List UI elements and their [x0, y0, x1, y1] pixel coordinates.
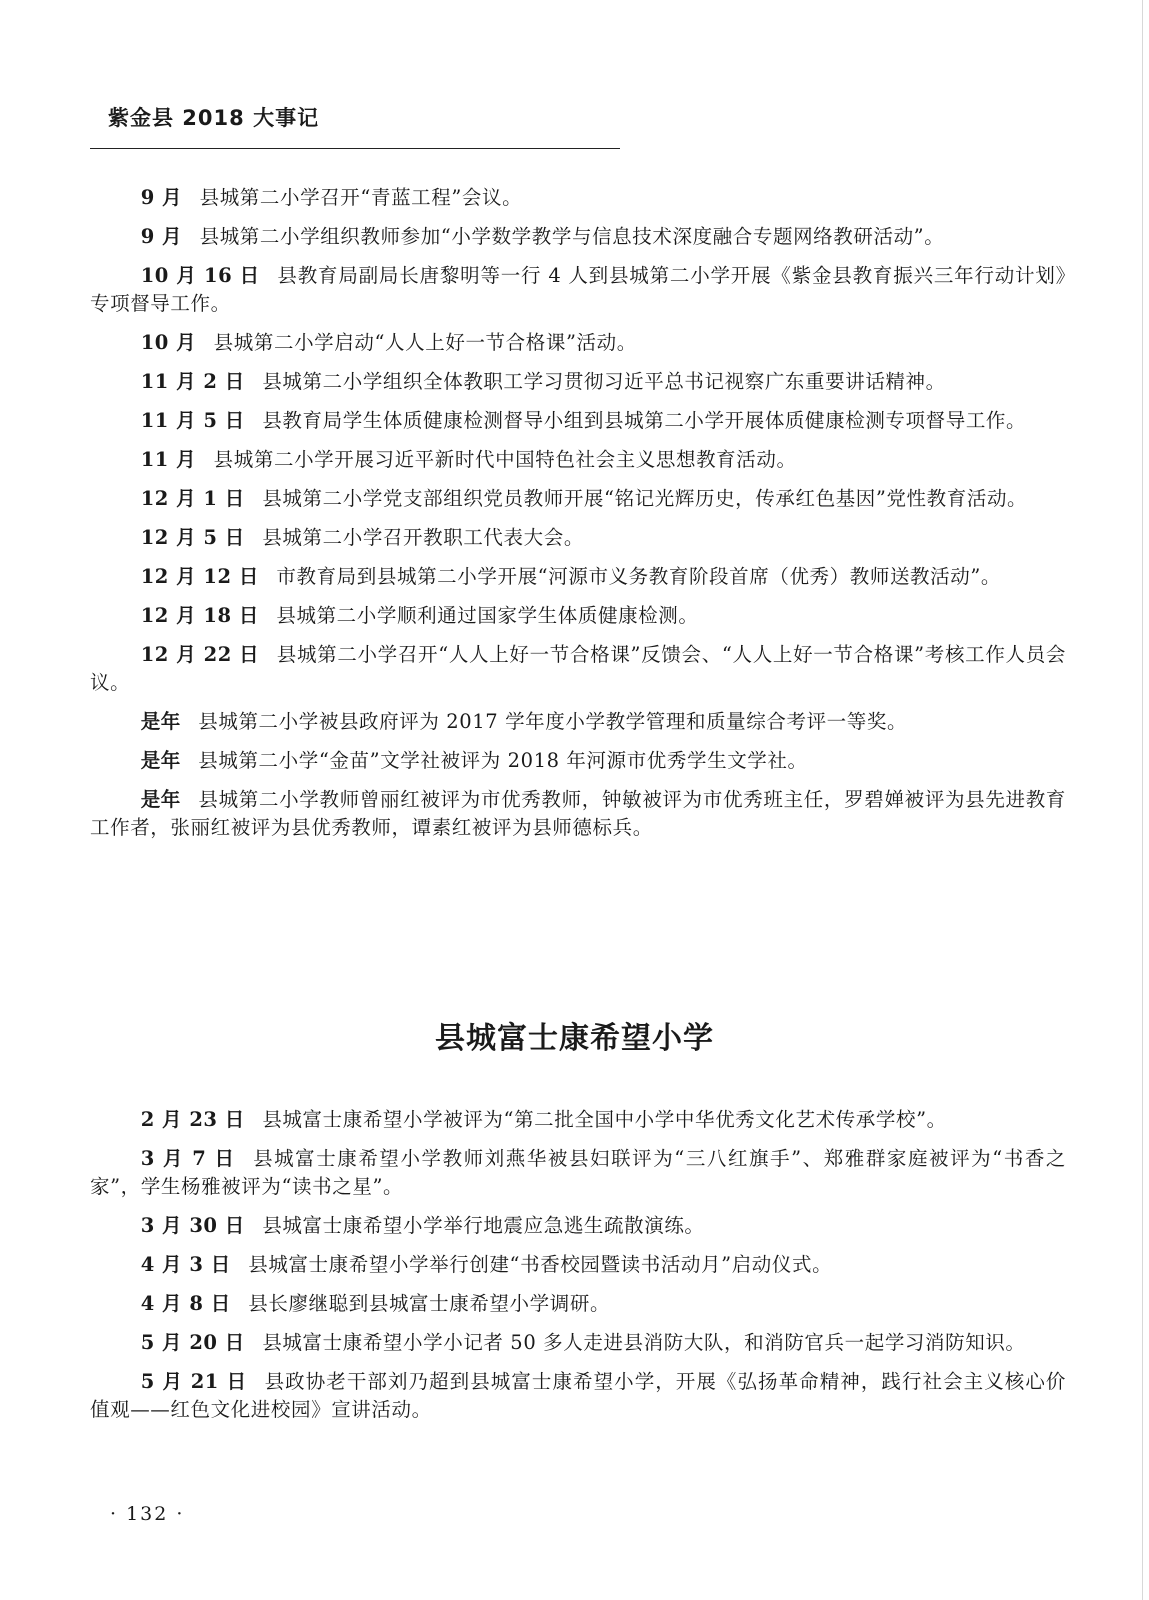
entry-text: 县城第二小学组织全体教职工学习贯彻习近平总书记视察广东重要讲话精神。 — [262, 370, 946, 393]
page-number: · 132 · — [110, 1503, 185, 1525]
chronicle-entry — [90, 407, 1066, 435]
entry-date: 3 月 7 日 — [140, 1147, 236, 1170]
entry-text: 县教育局学生体质健康检测督导小组到县城第二小学开展体质健康检测专项督导工作。 — [262, 409, 1027, 432]
entry-text: 县长廖继聪到县城富士康希望小学调研。 — [248, 1292, 611, 1315]
entry-text: 市教育局到县城第二小学开展“河源市义务教育阶段首席（优秀）教师送教活动”。 — [276, 565, 1002, 588]
entry-date: 5 月 21 日 — [140, 1370, 248, 1393]
entry-date: 12 月 12 日 — [140, 565, 259, 588]
chronicle-entry — [90, 602, 1066, 630]
chronicle-entry — [90, 1251, 1066, 1279]
entry-text: 县城第二小学教师曾丽红被评为市优秀教师，钟敏被评为市优秀班主任，罗碧婵被评为县先进教育工作者，张丽红被评为县优秀教师，谭素红被评为县师德标兵。 — [90, 788, 1066, 839]
entry-date: 3 月 30 日 — [140, 1214, 245, 1237]
entry-text: 县城第二小学被县政府评为 2017 学年度小学教学管理和质量综合考评一等奖。 — [198, 710, 908, 733]
entry-text: 县城第二小学顺利通过国家学生体质健康检测。 — [276, 604, 699, 627]
entry-text: 县政协老干部刘乃超到县城富士康希望小学，开展《弘扬革命精神，践行社会主义核心价值观——红色文化进校园》宣讲活动。 — [90, 1370, 1066, 1421]
entry-date: 是年 — [140, 710, 181, 733]
chronicle-entry — [90, 329, 1066, 357]
entry-text: 县城第二小学党支部组织党员教师开展“铭记光辉历史，传承红色基因”党性教育活动。 — [262, 487, 1028, 510]
chronicle-entry — [90, 1145, 1066, 1201]
entry-text: 县城第二小学“金苗”文学社被评为 2018 年河源市优秀学生文学社。 — [198, 749, 808, 772]
section-chronicle-foxconn-hope-primary — [90, 1106, 1066, 1435]
chronicle-entry — [90, 485, 1066, 513]
entry-date: 12 月 22 日 — [140, 643, 260, 666]
chronicle-entry — [90, 563, 1066, 591]
entry-date: 10 月 — [140, 331, 197, 354]
entry-date: 4 月 8 日 — [140, 1292, 231, 1315]
entry-text: 县城第二小学开展习近平新时代中国特色社会主义思想教育活动。 — [213, 448, 797, 471]
chronicle-entry — [90, 223, 1066, 251]
entry-text: 县城富士康希望小学举行创建“书香校园暨读书活动月”启动仪式。 — [248, 1253, 833, 1276]
scan-edge-line — [1142, 0, 1143, 1600]
entry-date: 是年 — [140, 788, 181, 811]
entry-text: 县城第二小学启动“人人上好一节合格课”活动。 — [213, 331, 637, 354]
entry-date: 是年 — [140, 749, 181, 772]
entry-date: 5 月 20 日 — [140, 1331, 245, 1354]
header-rule — [90, 148, 620, 149]
entry-text: 县城富士康希望小学举行地震应急逃生疏散演练。 — [262, 1214, 705, 1237]
chronicle-entry — [90, 184, 1066, 212]
chronicle-entry — [90, 786, 1066, 842]
entry-date: 12 月 5 日 — [140, 526, 245, 549]
entry-date: 4 月 3 日 — [140, 1253, 231, 1276]
chronicle-entry — [90, 1329, 1066, 1357]
entry-text: 县城第二小学召开“青蓝工程”会议。 — [199, 186, 523, 209]
chronicle-entry — [90, 708, 1066, 736]
chronicle-entry — [90, 747, 1066, 775]
section-title: 县城富士康希望小学 — [435, 1021, 714, 1056]
chronicle-entry — [90, 1368, 1066, 1424]
entry-date: 11 月 2 日 — [140, 370, 245, 393]
entry-date: 9 月 — [140, 186, 183, 209]
entry-date: 2 月 23 日 — [140, 1108, 245, 1131]
entry-text: 县教育局副局长唐黎明等一行 4 人到县城第二小学开展《紫金县教育振兴三年行动计划》专项督导工作。 — [90, 264, 1067, 315]
chronicle-entry — [90, 262, 1066, 318]
entry-date: 12 月 18 日 — [140, 604, 259, 627]
running-title: 紫金县 2018 大事记 — [108, 106, 320, 130]
section-chronicle-county-second-primary — [90, 184, 1066, 853]
entry-date: 11 月 — [140, 448, 197, 471]
chronicle-entry — [90, 524, 1066, 552]
chronicle-entry — [90, 1106, 1066, 1134]
entry-text: 县城第二小学召开教职工代表大会。 — [262, 526, 584, 549]
entry-text: 县城富士康希望小学被评为“第二批全国中小学中华优秀文化艺术传承学校”。 — [262, 1108, 947, 1131]
entry-date: 10 月 16 日 — [140, 264, 260, 287]
entry-text: 县城第二小学组织教师参加“小学数学教学与信息技术深度融合专题网络教研活动”。 — [199, 225, 945, 248]
entry-date: 9 月 — [140, 225, 183, 248]
chronicle-entry — [90, 641, 1066, 697]
entry-text: 县城第二小学召开“人人上好一节合格课”反馈会、“人人上好一节合格课”考核工作人员会议。 — [90, 643, 1066, 694]
chronicle-entry — [90, 446, 1066, 474]
chronicle-entry — [90, 368, 1066, 396]
chronicle-entry — [90, 1212, 1066, 1240]
entry-text: 县城富士康希望小学小记者 50 多人走进县消防大队，和消防官兵一起学习消防知识。 — [262, 1331, 1026, 1354]
chronicle-entry — [90, 1290, 1066, 1318]
entry-date: 12 月 1 日 — [140, 487, 245, 510]
entry-text: 县城富士康希望小学教师刘燕华被县妇联评为“三八红旗手”、郑雅群家庭被评为“书香之家”，学生杨雅被评为“读书之星”。 — [90, 1147, 1066, 1198]
entry-date: 11 月 5 日 — [140, 409, 245, 432]
